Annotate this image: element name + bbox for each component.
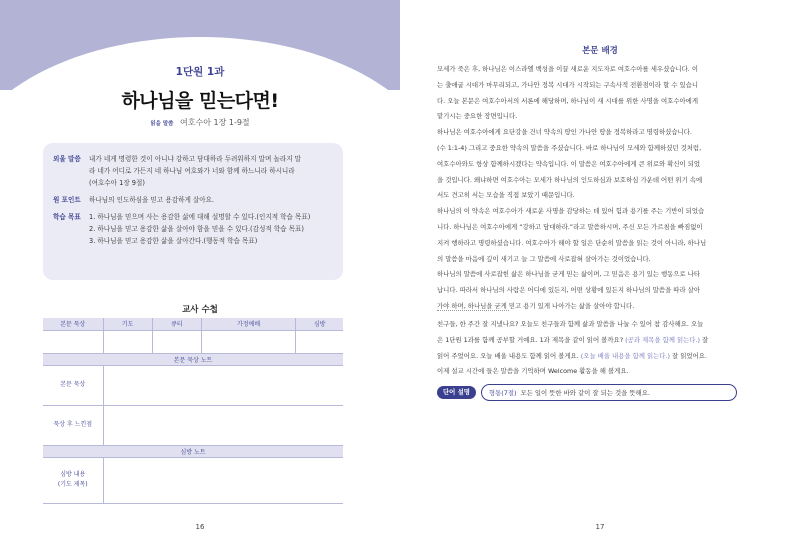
text-line: 모세가 죽은 후, 하나님은 이스라엘 백성을 이끌 새로운 지도자로 여호수아를 세우셨습니다. 이 <box>437 65 698 73</box>
text-line: 납니다. 따라서 하나님의 사람은 어디에 있든지, 어떤 상황에 있든지 하나님의 말씀을 따라 살아 <box>437 286 701 295</box>
memory-verse-line: (여호수아 1장 9절) <box>89 179 145 187</box>
col-header: 본문 묵상 <box>43 318 103 330</box>
intro-line <box>437 333 764 349</box>
text-line: 지켜 행하라고 명령하셨습니다. 여호수아가 해야 할 일은 단순히 말씀을 읽는 것이 아니라, 하나님 <box>437 238 707 247</box>
page-number-right: 17 <box>595 523 605 531</box>
lesson-summary-box <box>43 143 343 280</box>
text-line: 의 말씀을 마음에 깊이 새기고 늘 그 말씀에 사로잡혀 살아가는 것이었습니다. <box>437 254 651 263</box>
intro-text-span: 잘 읽었어요. <box>670 351 707 360</box>
visit-label-line: (기도 제목) <box>57 481 88 488</box>
memory-verse-row <box>53 153 331 189</box>
reading-tag: 읽을 말씀 <box>150 121 174 127</box>
goals-text <box>89 211 331 247</box>
intro-line: 이제 설교 시간에 들은 말씀을 기억하며 Welcome 활동을 해 볼게요. <box>437 367 629 376</box>
check-cell[interactable] <box>103 330 152 353</box>
visit-label-line: 심방 내용 <box>60 471 86 478</box>
meditation-section-label: 본문 묵상 노트 <box>43 353 343 365</box>
one-point-text: 하나님의 인도하심을 믿고 용감하게 살아요. <box>89 196 215 204</box>
word-explanation-badge: 단어 설명 <box>437 386 476 399</box>
background-text <box>437 62 764 315</box>
visit-row <box>43 457 343 503</box>
right-page <box>400 0 800 560</box>
reading-ref: 여호수아 1장 1-9절 <box>180 118 250 127</box>
intro-text-span: 읽어 주었어요. 오늘 배울 내용도 함께 읽어 볼게요. <box>437 351 581 360</box>
teacher-notes-title: 교사 수첩 <box>182 305 218 315</box>
checklist-row <box>43 330 343 353</box>
text-line: 하나님의 이 약속은 여호수아가 새로운 사명을 감당하는 데 있어 힘과 용기를 주는 기반이 되었습 <box>437 207 705 216</box>
word-explanation <box>437 384 737 401</box>
text-line: 을 것입니다. 왜냐하면 여호수아는 모세가 하나님의 인도하심과 보호하심 가운데 어떤 위기 속에 <box>437 175 703 184</box>
meditation-label: 본문 묵상 <box>43 365 103 405</box>
intro-line: 친구들, 한 주간 잘 지냈나요? 오늘도 친구들과 함께 삶과 말씀을 나눌 수 있어 참 감사해요. 오늘 <box>437 320 704 328</box>
visit-label <box>43 457 103 503</box>
text-line: 가야 하며, 하나님을 굳게 믿고 용기 있게 나아가는 삶을 살아야 합니다. <box>437 301 635 310</box>
lesson-title: 하나님을 믿는다면! <box>121 90 279 112</box>
goal-line: 1. 하나님을 믿으며 사는 용감한 삶에 대해 설명할 수 있다.(인지적 학습 목표) <box>89 213 311 221</box>
memory-verse-label: 외울 말씀 <box>53 155 81 163</box>
one-point-row <box>53 194 331 206</box>
background-title: 본문 배경 <box>582 46 618 56</box>
intro-line <box>437 349 764 365</box>
text-line: (수 1:1-4) 그리고 중요한 약속의 말씀을 주셨습니다. 바로 하나님이 모세와 함께하셨던 것처럼, <box>437 143 702 152</box>
dotted-divider <box>437 310 509 311</box>
reflection-label: 묵상 후 느낀점 <box>43 405 103 445</box>
word-explanation-box <box>481 384 737 401</box>
intro-script <box>437 317 764 380</box>
visit-section-label: 심방 노트 <box>43 445 343 457</box>
meditation-write-area[interactable] <box>103 365 343 405</box>
meditation-row <box>43 365 343 405</box>
col-header: 가정예배 <box>201 318 295 330</box>
visit-write-area[interactable] <box>103 457 343 503</box>
text-line: 여호수아와도 항상 함께하시겠다는 약속입니다. 이 말씀은 여호수아에게 큰 위로와 확신이 되었 <box>437 159 701 168</box>
check-cell[interactable] <box>201 330 295 353</box>
unit-label: 1단원 1과 <box>175 66 225 78</box>
goal-line: 2. 하나님을 믿고 용감한 삶을 살아야 함을 믿을 수 있다.(감성적 학습 목표) <box>89 225 304 233</box>
intro-text-span: 잘 <box>700 335 709 344</box>
activity-instruction: (오늘 배울 내용을 함께 읽는다.) <box>580 351 671 360</box>
col-header: 큐티 <box>152 318 201 330</box>
goals-label: 학습 목표 <box>53 213 81 221</box>
visit-section-head <box>43 445 343 457</box>
text-line: 는 출애굽 시대가 마무리되고, 가나안 정복 시대가 시작되는 구속사적 전환점이라 할 수 있습니 <box>437 80 698 89</box>
col-header: 기도 <box>103 318 152 330</box>
text-line: 하나님은 여호수아에게 요단강을 건너 약속의 땅인 가나안 땅을 정복하라고 명령하셨습니다. <box>437 128 692 137</box>
text-line: 맡기시는 중요한 장면입니다. <box>437 112 518 121</box>
teacher-notes-table <box>43 318 343 504</box>
reflection-row <box>43 405 343 445</box>
check-cell[interactable] <box>43 330 103 353</box>
one-point-label: 원 포인트 <box>53 196 81 204</box>
text-line: 서도 견고히 서는 모습을 직접 보았기 때문입니다. <box>437 191 575 200</box>
text-line: 니다. 하나님은 여호수아에게 “강하고 담대하라.”라고 말씀하시며, 주신 모든 가르침을 빠짐없이 <box>437 222 703 231</box>
text-line: 하나님의 말씀에 사로잡힌 삶은 하나님을 굳게 믿는 삶이며, 그 믿음은 용기 있는 행동으로 나타 <box>437 270 701 279</box>
word-term: 형통(7절) <box>488 389 517 397</box>
text-line: 다. 오늘 본문은 여호수아서의 서론에 해당하며, 하나님이 새 시대를 위한 사명을 여호수아에게 <box>437 96 698 105</box>
check-cell[interactable] <box>296 330 343 353</box>
page-number-left: 16 <box>195 523 205 531</box>
memory-verse-line: 내가 네게 명령한 것이 아니냐 강하고 담대하라 두려워하지 말며 놀라지 말 <box>89 155 302 163</box>
memory-verse-line: 라 네가 어디로 가든지 네 하나님 여호와가 너와 함께 하느니라 하시니라 <box>89 167 295 175</box>
memory-verse-text <box>89 153 331 189</box>
reflection-write-area[interactable] <box>103 405 343 445</box>
col-header: 심방 <box>296 318 343 330</box>
checklist-header <box>43 318 343 330</box>
meditation-section-head <box>43 353 343 365</box>
intro-text-span: 은 1단원 1과를 함께 공부할 거예요. 1과 제목을 같이 읽어 볼까요? <box>437 335 626 344</box>
activity-instruction: (공과 제목을 함께 읽는다.) <box>625 335 700 344</box>
reading-reference <box>0 117 400 128</box>
goal-line: 3. 하나님을 믿고 용감한 삶을 살아간다.(행동적 학습 목표) <box>89 237 258 245</box>
goals-row <box>53 211 331 247</box>
word-definition: 모든 일이 뜻한 바와 같이 잘 되는 것을 뜻해요. <box>520 389 650 397</box>
check-cell[interactable] <box>152 330 201 353</box>
